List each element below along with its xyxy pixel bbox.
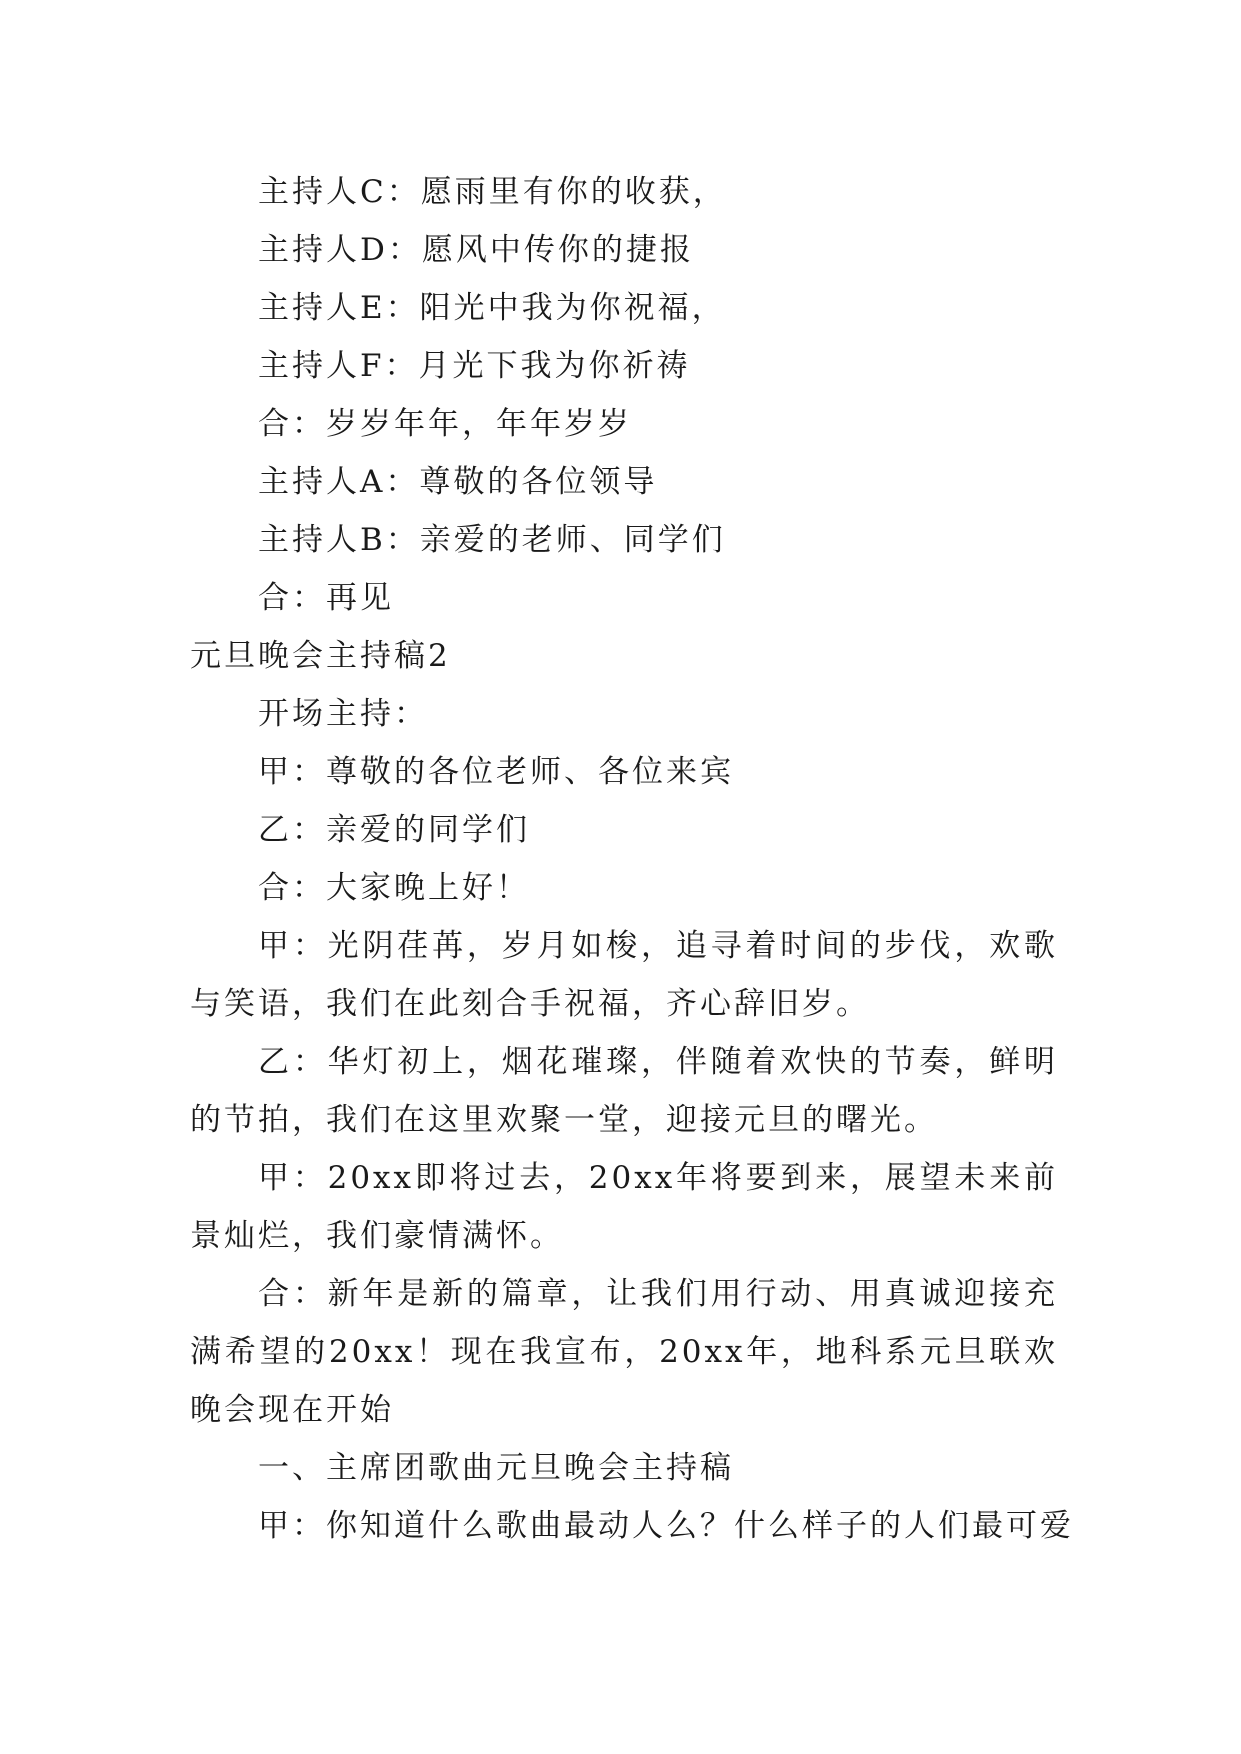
text-line: 主持人D：愿风中传你的捷报 [258,232,694,268]
paragraph: 甲：光阴荏苒，岁月如梭，追寻着时间的步伐，欢歌与笑语，我们在此刻合手祝福，齐心辞旧岁。 [190,928,1058,1022]
text-line: 乙：亲爱的同学们 [258,812,530,848]
paragraph: 合：新年是新的篇章，让我们用行动、用真诚迎接充满希望的20xx！现在我宣布，20xx年，地科系元旦联欢晚会现在开始 [190,1276,1058,1428]
paragraph: 甲：20xx即将过去，20xx年将要到来，展望未来前景灿烂，我们豪情满怀。 [190,1160,1058,1254]
text-line: 主持人E：阳光中我为你祝福， [258,290,726,326]
section-heading: 元旦晚会主持稿2 [190,638,451,674]
text-line: 主持人C：愿雨里有你的收获， [258,174,727,210]
text-line: 甲：尊敬的各位老师、各位来宾 [258,754,734,790]
paragraph: 乙：华灯初上，烟花璀璨，伴随着欢快的节奏，鲜明的节拍，我们在这里欢聚一堂，迎接元旦的曙光。 [190,1044,1058,1138]
text-line: 主持人F：月光下我为你祈祷 [258,348,691,384]
text-line: 合：大家晚上好！ [258,870,530,906]
text-line: 开场主持： [258,696,428,732]
text-line: 主持人B：亲爱的老师、同学们 [258,522,726,558]
text-line: 甲：你知道什么歌曲最动人么？什么样子的人们最可爱 [258,1508,1074,1544]
text-line: 主持人A：尊敬的各位领导 [258,464,658,500]
document-body [190,163,1074,1555]
text-line: 合：再见 [258,580,394,616]
text-line: 合：岁岁年年，年年岁岁 [258,406,632,442]
text-line: 一、主席团歌曲元旦晚会主持稿 [258,1450,734,1486]
